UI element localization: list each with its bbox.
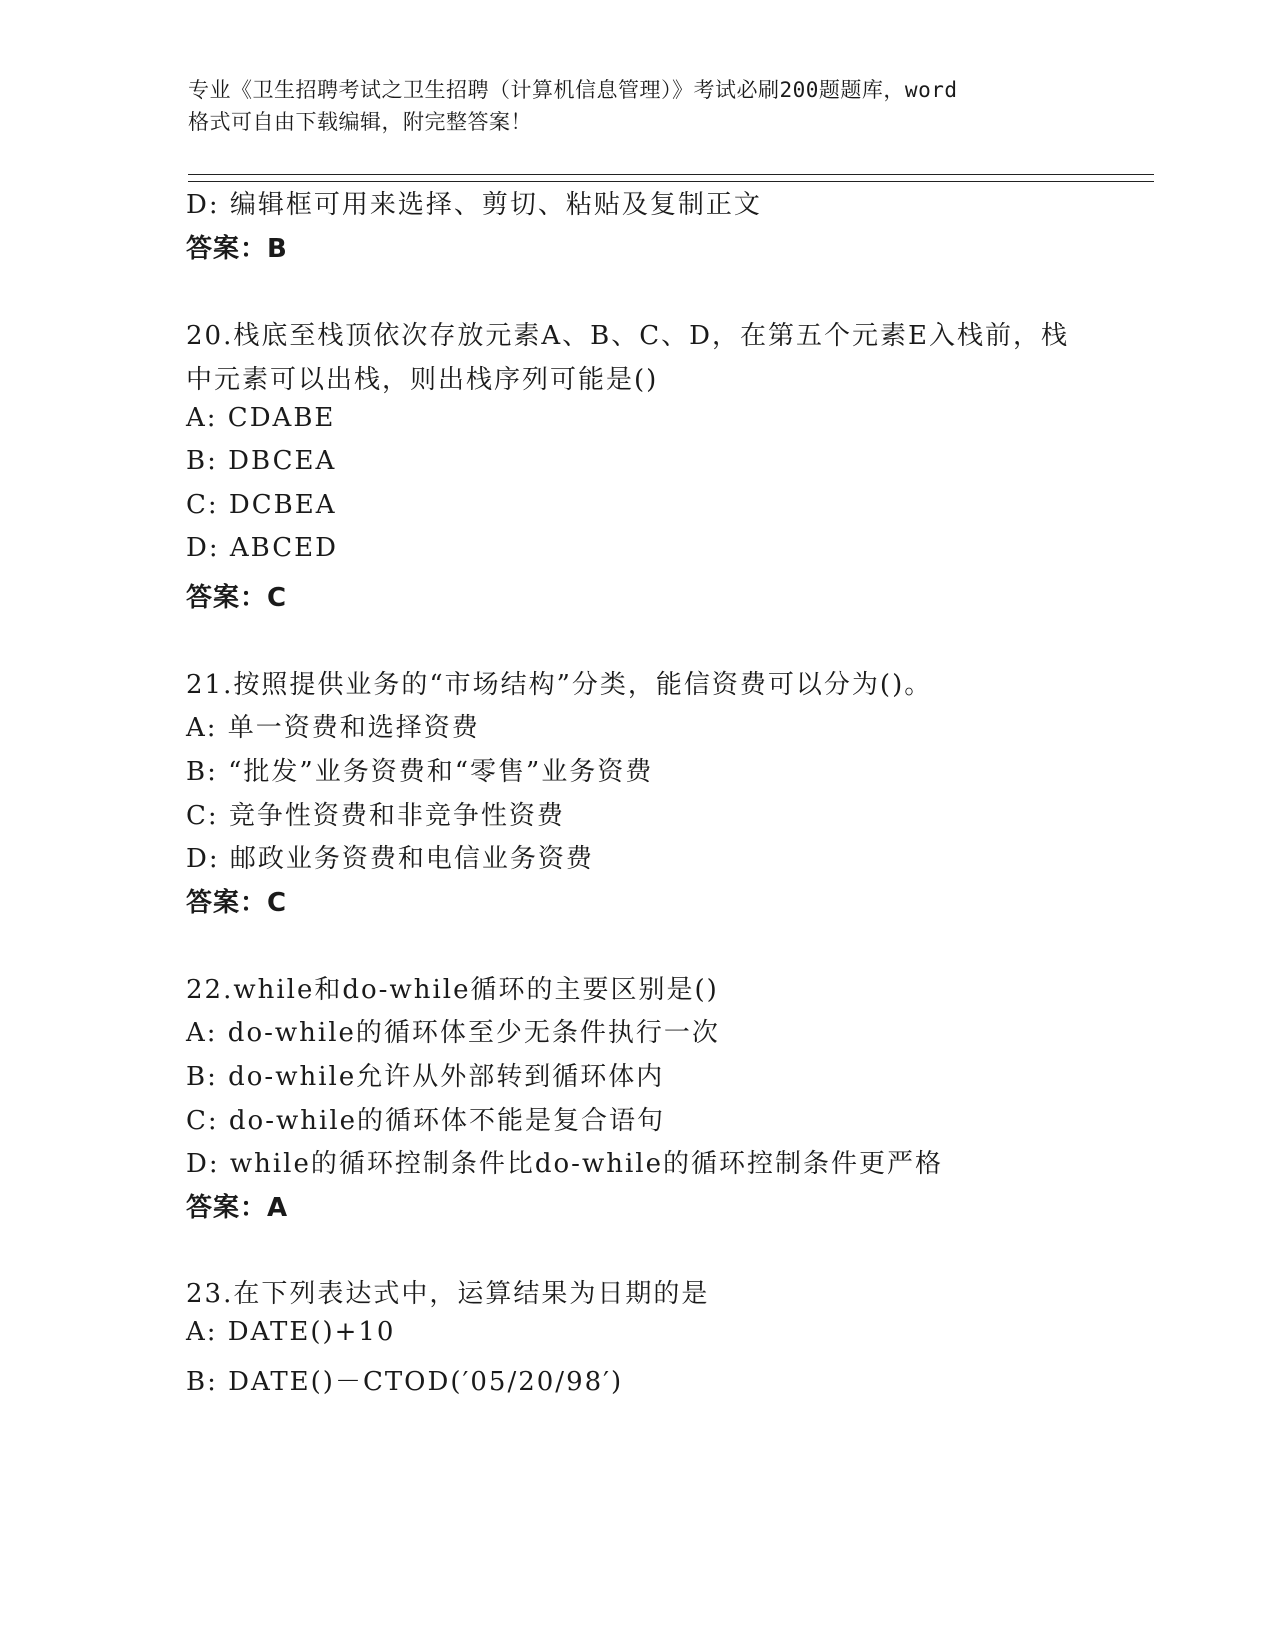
q20-stem-line-2: 中元素可以出栈，则出栈序列可能是(): [186, 365, 659, 395]
header-line-1: 专业《卫生招聘考试之卫生招聘（计算机信息管理）》考试必刷200题题库，word: [188, 78, 958, 102]
q22-option-d: D: while的循环控制条件比do-while的循环控制条件更严格: [186, 1149, 943, 1179]
q20-option-d: D: ABCED: [186, 533, 338, 563]
q20-option-a: A: CDABE: [186, 403, 336, 433]
q22-option-b: B: do-while允许从外部转到循环体内: [186, 1062, 665, 1092]
q21-option-a: A: 单一资费和选择资费: [186, 713, 480, 743]
header-line-2: 格式可自由下载编辑，附完整答案！: [188, 110, 532, 134]
q23-option-a: A: DATE()+10: [186, 1317, 396, 1347]
document-header: [188, 74, 1088, 138]
q22-option-c: C: do-while的循环体不能是复合语句: [186, 1106, 666, 1136]
q20-stem-line-1: 20.栈底至栈顶依次存放元素A、B、C、D，在第五个元素E入栈前，栈: [186, 321, 1069, 351]
q20-option-c: C: DCBEA: [186, 490, 337, 520]
q22-answer: 答案：A: [186, 1193, 289, 1223]
prev-option-d: D: 编辑框可用来选择、剪切、粘贴及复制正文: [186, 190, 762, 220]
q21-option-c: C: 竞争性资费和非竞争性资费: [186, 801, 565, 831]
q21-stem: 21.按照提供业务的“市场结构”分类，能信资费可以分为()。: [186, 670, 933, 700]
prev-answer: 答案：B: [186, 234, 288, 264]
header-divider-top: [188, 174, 1154, 175]
q22-option-a: A: do-while的循环体至少无条件执行一次: [186, 1018, 720, 1048]
q21-option-d: D: 邮政业务资费和电信业务资费: [186, 844, 594, 874]
q20-option-b: B: DBCEA: [186, 446, 337, 476]
header-divider-bottom: [188, 181, 1154, 182]
q21-option-b: B: “批发”业务资费和“零售”业务资费: [186, 757, 654, 787]
q23-stem: 23.在下列表达式中，运算结果为日期的是: [186, 1279, 710, 1309]
q22-stem: 22.while和do-while循环的主要区别是(): [186, 975, 719, 1005]
q21-answer: 答案：C: [186, 888, 288, 918]
q23-option-b: B: DATE()－CTOD(′05/20/98′): [186, 1367, 624, 1397]
q20-answer: 答案：C: [186, 583, 288, 613]
